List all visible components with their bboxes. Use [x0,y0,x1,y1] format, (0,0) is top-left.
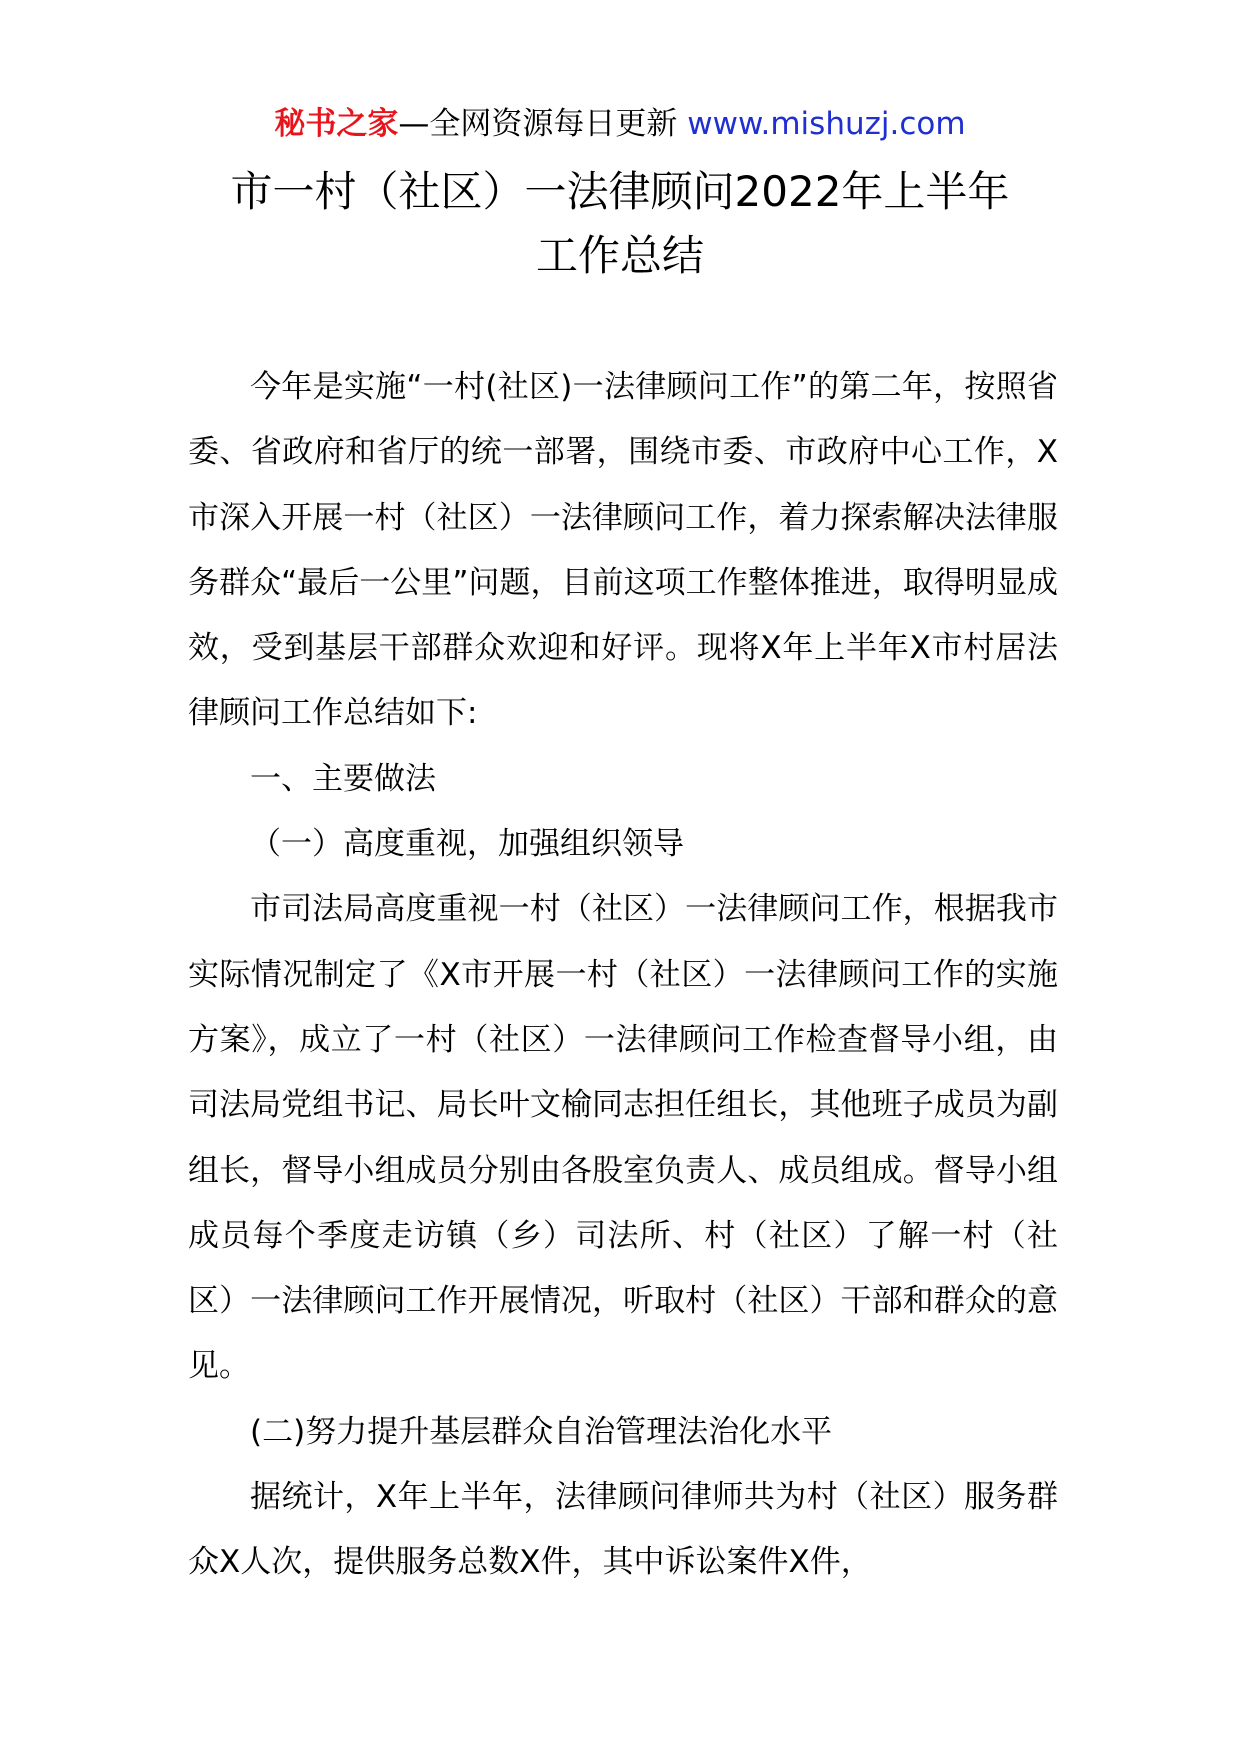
subsection-1-paragraph: 市司法局高度重视一村（社区）一法律顾问工作，根据我市实际情况制定了《X市开展一村（社区）一法律顾问工作的实施方案》，成立了一村（社区）一法律顾问工作检查督导小组，由司法局党组书记、局长叶文榆同志担任组长，其他班子成员为副组长，督导小组成员分别由各股室负责人、成员组成。督导小组成员每个季度走访镇（乡）司法所、村（社区）了解一村（社区）一法律顾问工作开展情况，听取村（社区）干部和群众的意见。 [188,891,1058,1385]
document-body [188,355,1058,1596]
source-banner [0,102,1240,146]
brand-name: 秘书之家 [274,106,399,142]
document-title [150,160,1090,288]
banner-tagline: —全网资源每日更新 [398,106,688,142]
site-url: www.mishuzj.com [687,106,966,142]
subsection-heading-1: （一）高度重视，加强组织领导 [250,826,684,863]
subsection-heading-2: (二)努力提升基层群众自治管理法治化水平 [250,1413,833,1450]
section-heading-main-practices: 一、主要做法 [250,760,436,797]
subsection-2-paragraph: 据统计，X年上半年，法律顾问律师共为村（社区）服务群众X人次，提供服务总数X件，其中诉讼案件X件， [188,1479,1058,1581]
title-line-2: 工作总结 [535,231,704,280]
intro-paragraph: 今年是实施“一村(社区)一法律顾问工作”的第二年，按照省委、省政府和省厅的统一部署，围绕市委、市政府中心工作，X市深入开展一村（社区）一法律顾问工作，着力探索解决法律服务群众“最后一公里”问题，目前这项工作整体推进，取得明显成效，受到基层干部群众欢迎和好评。现将X年上半年X市村居法律顾问工作总结如下: [188,369,1058,732]
title-line-1: 市一村（社区）一法律顾问2022年上半年 [230,167,1010,216]
